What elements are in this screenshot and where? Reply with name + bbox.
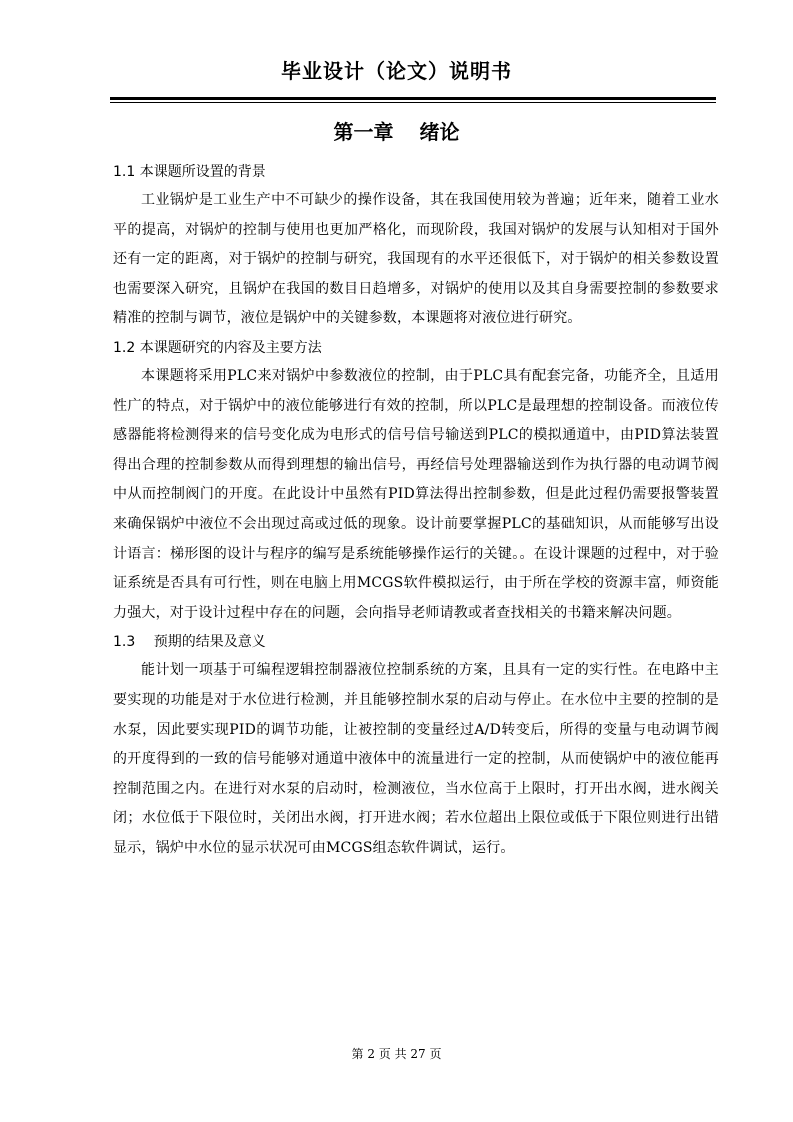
header-rule-thick bbox=[110, 97, 716, 100]
section-heading: 1.1 本课题所设置的背景 bbox=[113, 164, 266, 180]
section-heading: 1.3 预期的结果及意义 bbox=[113, 634, 266, 651]
section-paragraph: 本课题将采用PLC来对锅炉中参数液位的控制，由于PLC具有配套完备，功能齐全，且适用性广的特点，对于锅炉中的液位能够进行有效的控制，所以PLC是最理想的控制设备。而液位传感器能将检测得来的信号变化成为电形式的信号信号输送到PLC的模拟通道中，由PID算法装置得出合理的控制参数从而得到理想的输出信号，再经信号处理器输送到作为执行器的电动调节阀中从而控制阀门的开度。在此设计中虽然有PID算法得出控制参数，但是此过程仍需要报警装置来确保锅炉中液位不会出现过高或过低的现象。设计前要掌握PLC的基础知识，从而能够写出设计语言：梯形图的设计与程序的编写是系统能够操作运行的关键。。在设计课题的过程中，对于验证系统是否具有可行性，则在电脑上用MCGS软件模拟运行，由于所在学校的资源丰富，师资能力强大，对于设计过程中存在的问题，会向指导老师请教或者查找相关的书籍来解决问题。 bbox=[113, 367, 719, 621]
section-paragraph: 工业锅炉是工业生产中不可缺少的操作设备，其在我国使用较为普遍；近年来，随着工业水平的提高，对锅炉的控制与使用也更加严格化，而现阶段，我国对锅炉的发展与认知相对于国外还有一定的距离，对于锅炉的控制与研究，我国现有的水平还很低下，对于锅炉的相关参数设置也需要深入研究，且锅炉在我国的数目日趋增多，对锅炉的使用以及其自身需要控制的参数要求精准的控制与调节，液位是锅炉中的关键参数，本课题将对液位进行研究。 bbox=[113, 192, 719, 327]
document-header-title: 毕业设计（论文）说明书 bbox=[281, 59, 512, 83]
chapter-name: 绪论 bbox=[419, 120, 460, 144]
body-content bbox=[113, 158, 719, 863]
header-rule-thin bbox=[110, 102, 716, 103]
page-footer: 第 2 页 共 27 页 bbox=[351, 1047, 442, 1061]
chapter-number: 第一章 bbox=[333, 120, 394, 144]
section-1-3 bbox=[113, 628, 719, 863]
section-heading: 1.2 本课题研究的内容及主要方法 bbox=[113, 339, 322, 356]
section-paragraph: 能计划一项基于可编程逻辑控制器液位控制系统的方案，且具有一定的实行性。在电路中主要实现的功能是对于水位进行检测，并且能够控制水泵的启动与停止。在水位中主要的控制的是水泵，因此要实现PID的调节功能，让被控制的变量经过A/D转变后，所得的变量与电动调节阀的开度得到的一致的信号能够对通道中液体中的流量进行一定的控制，从而使锅炉中的液位能再控制范围之内。在进行对水泵的启动时，检测液位，当水位高于上限时，打开出水阀，进水阀关闭；水位低于下限位时，关闭出水阀，打开进水阀；若水位超出上限位或低于下限位则进行出错显示，锅炉中水位的显示状况可由MCGS组态软件调试，运行。 bbox=[113, 662, 719, 856]
chapter-title bbox=[0, 116, 793, 148]
section-1-1 bbox=[113, 158, 719, 334]
section-1-2 bbox=[113, 334, 719, 628]
